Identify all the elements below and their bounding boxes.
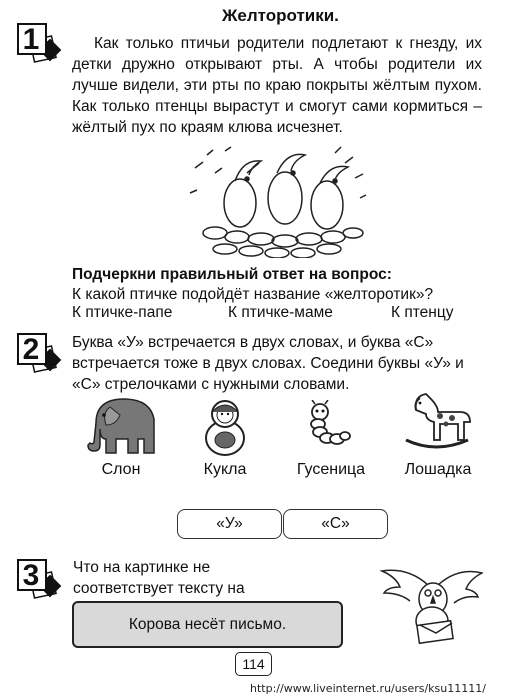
page-number: 114 xyxy=(235,652,272,676)
doll-icon xyxy=(202,398,248,456)
baby-birds-illustration xyxy=(185,143,370,258)
task-number: 1 xyxy=(22,23,40,56)
answer-option-mom[interactable]: К птичке-маме xyxy=(228,304,333,321)
task-number-badge-1 xyxy=(14,20,68,74)
story-title: Желторотики. xyxy=(222,6,339,25)
task-number: 3 xyxy=(22,559,40,592)
owl-with-letter-icon xyxy=(378,565,483,647)
story-paragraph: Как только птичьи родители подлетают к гнезду, их детки дружно открывают рты. А чтобы родители их лучше видели, эти рты по краю покрыты жёлтым пухом. Как только птенцы вырастут и смогут сами кормиться – жёлтый пух по краям клюва исчезнет. xyxy=(72,35,482,136)
task-number-badge-2 xyxy=(14,330,68,384)
picture-label-elephant: Слон xyxy=(101,461,141,478)
elephant-icon xyxy=(82,393,160,457)
answer-option-dad[interactable]: К птичке-папе xyxy=(72,304,173,321)
task-number: 2 xyxy=(22,333,40,366)
question-heading: Подчеркни правильный ответ на вопрос: xyxy=(72,266,392,283)
answer-option-chick[interactable]: К птенцу xyxy=(391,304,454,321)
footer-url[interactable]: http://www.liveinternet.ru/users/ksu11111/ xyxy=(250,682,486,695)
task-number-badge-3 xyxy=(14,556,68,610)
task3-question: Что на картинке не соответствует тексту на xyxy=(73,559,245,597)
picture-label-horse: Лошадка xyxy=(404,461,472,478)
rocking-horse-icon xyxy=(398,390,476,454)
picture-label-doll: Кукла xyxy=(203,461,247,478)
letter-box-u[interactable]: «У» xyxy=(177,509,282,539)
picture-label-caterpillar: Гусеница xyxy=(296,461,366,478)
question-text: К какой птичке подойдёт название «желторотик»? xyxy=(72,286,434,303)
caterpillar-icon xyxy=(300,400,352,448)
caption-plate: Корова несёт письмо. xyxy=(72,601,343,648)
letter-box-s[interactable]: «С» xyxy=(283,509,388,539)
task2-instructions: Буква «У» встречается в двух словах, и буква «С» встречается тоже в двух словах. Соедини буквы «У» и «С» стрелочками с нужными словами. xyxy=(72,334,464,393)
